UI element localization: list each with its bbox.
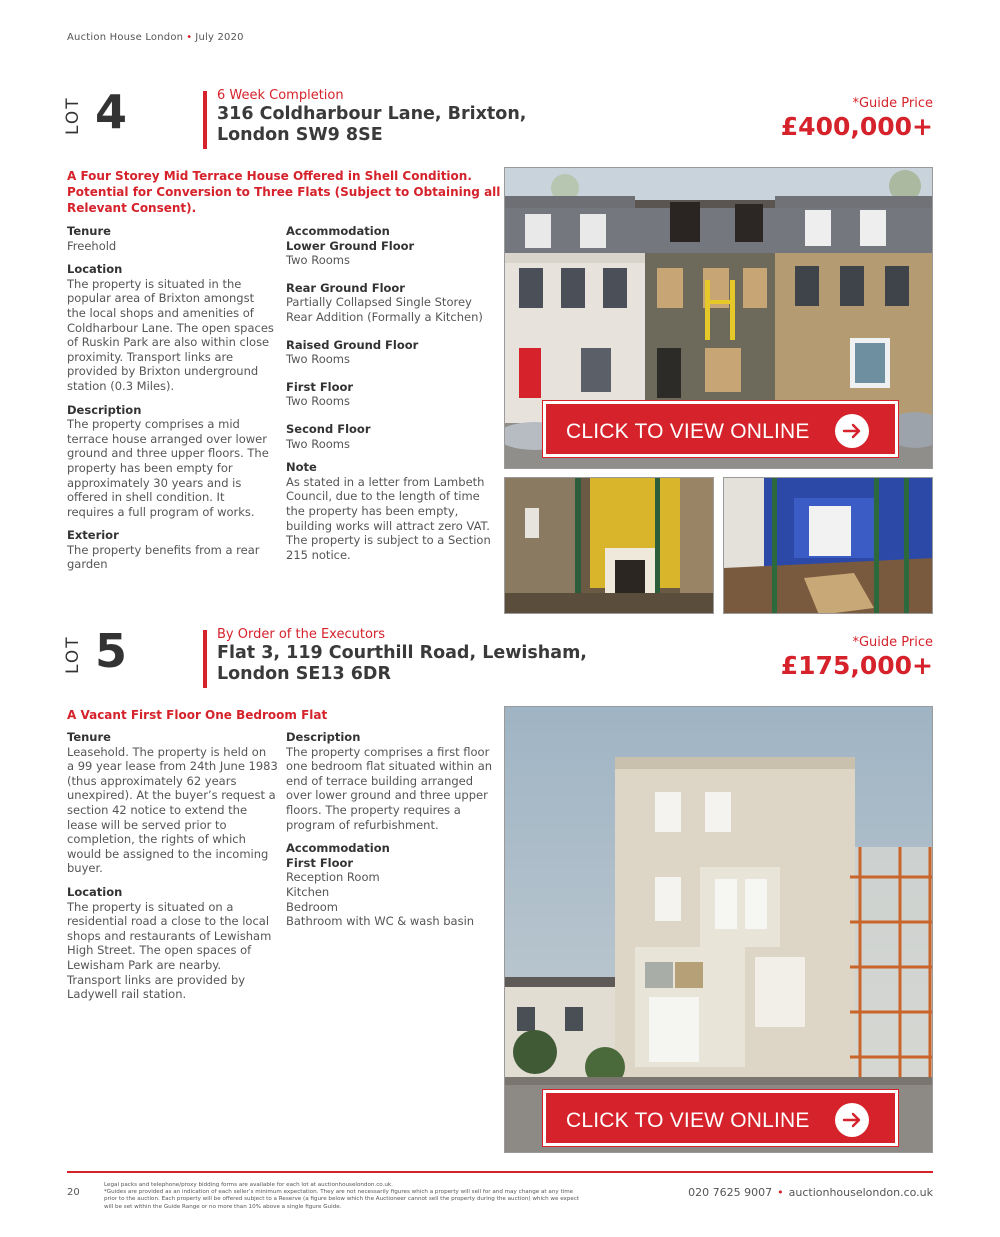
fine-print-line: will be set within the Guide Range or no more than 10% above a single figure Guide. bbox=[104, 1203, 342, 1210]
description-section bbox=[67, 403, 277, 520]
address-line-1: 316 Coldharbour Lane, Brixton, bbox=[217, 104, 527, 124]
lot-4-main-photo[interactable] bbox=[504, 167, 933, 469]
fine-print-line: *Guides are provided as an indication of each seller’s minimum expectation. They are not necessarily figures which a property will sell for and may change at any time bbox=[104, 1189, 574, 1196]
section-heading: Description bbox=[67, 402, 142, 417]
section-heading: Note bbox=[286, 460, 317, 475]
first-floor-section bbox=[286, 380, 498, 409]
footer-fine-print bbox=[104, 1182, 644, 1211]
guide-price: £175,000+ bbox=[780, 651, 933, 680]
lot-4-interior-photo-2[interactable] bbox=[723, 477, 933, 614]
publisher-name: Auction House London bbox=[67, 32, 184, 43]
section-heading: Tenure bbox=[67, 224, 111, 238]
lot-label: LOT bbox=[63, 96, 83, 135]
section-heading: Accommodation bbox=[286, 224, 390, 238]
section-text: Two Rooms bbox=[286, 436, 350, 451]
note-section bbox=[286, 460, 498, 562]
lot-divider-bar bbox=[203, 91, 207, 149]
section-text: Freehold bbox=[67, 238, 117, 253]
section-heading: Second Floor bbox=[286, 421, 371, 436]
section-heading: First Floor bbox=[286, 379, 354, 394]
fine-print-line: prior to the auction. Each property will be offered subject to a Reserve (a figure below which the Auctioneer cannot sell the property during the auction) which we expect bbox=[104, 1196, 580, 1203]
section-text: Two Rooms bbox=[286, 394, 350, 409]
page-number: 20 bbox=[67, 1187, 80, 1198]
address-line-2: London SW9 8SE bbox=[217, 125, 383, 145]
summary-line: A Vacant First Floor One Bedroom Flat bbox=[67, 708, 328, 722]
lot-4-header bbox=[63, 85, 943, 171]
accommodation-section bbox=[286, 841, 498, 929]
tenure-section bbox=[67, 224, 277, 253]
section-text: Reception Room Kitchen Bedroom Bathroom with WC & wash basin bbox=[286, 870, 475, 929]
section-subheading: Lower Ground Floor bbox=[286, 238, 415, 253]
lot-divider-bar bbox=[203, 630, 207, 688]
raised-ground-floor-section bbox=[286, 338, 498, 367]
section-heading: Raised Ground Floor bbox=[286, 337, 419, 352]
section-subheading: First Floor bbox=[286, 855, 354, 870]
summary-line: A Four Storey Mid Terrace House Offered in Shell Condition. bbox=[67, 169, 472, 183]
lot-4-interior-photo-1[interactable] bbox=[504, 477, 714, 614]
description-section bbox=[286, 730, 498, 832]
interior-blue-room-illustration bbox=[724, 478, 933, 614]
exterior-section bbox=[67, 528, 277, 572]
lot-address bbox=[217, 643, 587, 685]
separator-dot: • bbox=[777, 1186, 784, 1199]
section-heading: Rear Ground Floor bbox=[286, 280, 405, 295]
lot-label: LOT bbox=[63, 635, 83, 674]
summary-line: Relevant Consent). bbox=[67, 201, 197, 215]
tenure-section bbox=[67, 730, 279, 876]
view-online-button[interactable] bbox=[543, 401, 898, 457]
summary-line: Potential for Conversion to Three Flats (Subject to Obtaining all bbox=[67, 185, 501, 199]
interior-yellow-room-illustration bbox=[505, 478, 714, 614]
section-text: Partially Collapsed Single Storey Rear Addition (Formally a Kitchen) bbox=[286, 295, 483, 324]
lot-5-header bbox=[63, 624, 943, 710]
arrow-right-icon bbox=[835, 414, 869, 448]
section-text: The property is situated in the popular area of Brixton amongst the local shops and amenities of Coldharbour Lane. The open spaces of Ruskin Park are also within close proximity. Transport links are provided by Brixton underground station (0.3 Miles). bbox=[67, 276, 274, 393]
section-text: The property comprises a first floor one bedroom flat situated within an end of terrace building arranged over lower ground and three upper floors. The property requires a program of refurbishment. bbox=[286, 744, 493, 832]
lot-4-summary bbox=[67, 168, 500, 216]
page-header bbox=[67, 32, 244, 43]
section-text: As stated in a letter from Lambeth Council, due to the length of time the property has been empty, building works will attract zero VAT. The property is subject to a Section 215 notice. bbox=[286, 474, 491, 562]
lot-kicker: 6 Week Completion bbox=[217, 88, 344, 103]
website-link[interactable]: auctionhouselondon.co.uk bbox=[788, 1186, 933, 1199]
address-line-1: Flat 3, 119 Courthill Road, Lewisham, bbox=[217, 643, 587, 663]
lot-address bbox=[217, 104, 526, 146]
address-line-2: London SE13 6DR bbox=[217, 664, 391, 684]
second-floor-section bbox=[286, 422, 498, 451]
lot-5-details-right bbox=[286, 730, 498, 938]
section-text: The property is situated on a residential road a close to the local shops and restaurants of Lewisham High Street. The open spaces of Lewisham Park are nearby. Transport links are provided by Ladywell rail station. bbox=[67, 899, 272, 1002]
lot-kicker: By Order of the Executors bbox=[217, 627, 386, 642]
lot-number: 5 bbox=[95, 624, 128, 678]
lot-5-main-photo[interactable] bbox=[504, 706, 933, 1153]
view-online-label: CLICK TO VIEW ONLINE bbox=[566, 1109, 810, 1132]
guide-price: £400,000+ bbox=[780, 112, 933, 141]
section-text: Two Rooms bbox=[286, 253, 350, 268]
view-online-button[interactable] bbox=[543, 1090, 898, 1146]
section-text: Leasehold. The property is held on a 99 year lease from 24th June 1983 (thus approximately 62 years unexpired). At the buyer’s request a section 42 notice to extend the lease will be served prior to completion, the rights of which would be assigned to the incoming buyer. bbox=[67, 744, 278, 876]
section-heading: Exterior bbox=[67, 528, 119, 543]
footer-contact bbox=[688, 1186, 933, 1199]
end-terrace-building-illustration bbox=[505, 707, 933, 1153]
guide-price-label: *Guide Price bbox=[852, 96, 933, 111]
accommodation-section bbox=[286, 224, 498, 268]
section-text: The property comprises a mid terrace house arranged over lower ground and three upper floors. The property has been empty for approximately 30 years and is offered in shell condition. It requires a full program of works. bbox=[67, 417, 269, 519]
section-heading: Location bbox=[67, 884, 123, 899]
section-text: The property benefits from a rear garden bbox=[67, 542, 260, 572]
guide-price-label: *Guide Price bbox=[852, 635, 933, 650]
lot-5-summary bbox=[67, 707, 327, 723]
section-heading: Tenure bbox=[67, 730, 111, 744]
footer-rule bbox=[67, 1171, 933, 1173]
separator-dot: • bbox=[186, 32, 193, 43]
fine-print-line: Legal packs and telephone/proxy bidding forms are available for each lot at auctionhouselondon.co.uk. bbox=[104, 1182, 393, 1188]
view-online-label: CLICK TO VIEW ONLINE bbox=[566, 420, 810, 443]
section-text: Two Rooms bbox=[286, 352, 350, 367]
issue-date: July 2020 bbox=[195, 32, 244, 43]
lot-4-details-left bbox=[67, 224, 277, 581]
section-heading: Accommodation bbox=[286, 841, 390, 856]
phone-number: 020 7625 9007 bbox=[688, 1186, 773, 1199]
section-heading: Description bbox=[286, 730, 361, 744]
lot-4-details-right bbox=[286, 224, 498, 571]
section-heading: Location bbox=[67, 262, 123, 277]
location-section bbox=[67, 262, 277, 393]
rear-ground-floor-section bbox=[286, 281, 498, 325]
arrow-right-icon bbox=[835, 1103, 869, 1137]
lot-number: 4 bbox=[95, 85, 128, 139]
location-section bbox=[67, 885, 279, 1002]
lot-5-details-left bbox=[67, 730, 279, 1011]
